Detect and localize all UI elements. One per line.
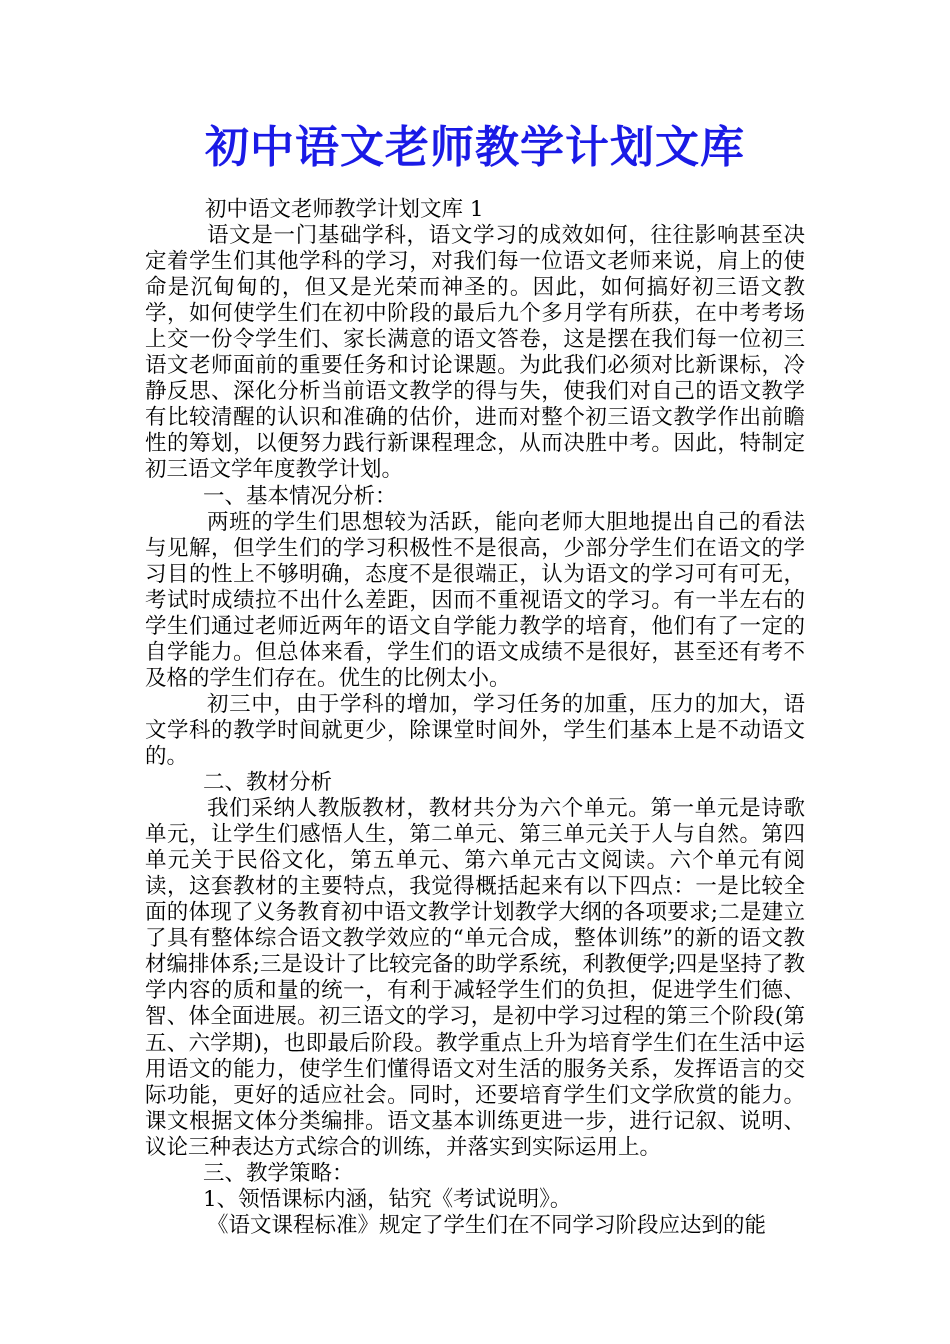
strategy-item-1: 1、领悟课标内涵，钻究《考试说明》。 <box>203 1186 572 1212</box>
document-body <box>145 197 805 1239</box>
document-subtitle: 初中语文老师教学计划文库 1 <box>205 197 484 222</box>
section-heading-situation: 一、基本情况分析： <box>203 483 397 509</box>
document-title: 初中语文老师教学计划文库 <box>205 122 745 173</box>
situation-paragraph-1: 两班的学生们思想较为活跃，能向老师大胆地提出自己的看法与见解，但学生们的学习积极性不是很高，少部分学生们在语文的学习目的性上不够明确，态度不是很端正，认为语文的学习可有可无，考试时成绩拉不出什么差距，因而不重视语文的学习。有一半左右的学生们通过老师近两年的语文自学能力教学的培育，他们有了一定的自学能力。但总体来看，学生们的语文成绩不是很好，甚至还有考不及格的学生们存在。优生的比例太小。 <box>145 509 805 691</box>
section-heading-textbook: 二、教材分析 <box>203 770 333 796</box>
textbook-paragraph: 我们采纳人教版教材，教材共分为六个单元。第一单元是诗歌单元，让学生们感悟人生，第二单元、第三单元关于人与自然。第四单元关于民俗文化，第五单元、第六单元古文阅读。六个单元有阅读，这套教材的主要特点，我觉得概括起来有以下四点：一是比较全面的体现了义务教育初中语文教学计划教学大纲的各项要求;二是建立了具有整体综合语文教学效应的“单元合成，整体训练”的新的语文教材编排体系;三是设计了比较完备的助学系统，利教便学;四是坚持了教学内容的质和量的统一，有利于减轻学生们的负担，促进学生们德、智、体全面进展。初三语文的学习，是初中学习过程的第三个阶段(第五、六学期)，也即最后阶段。教学重点上升为培育学生们在生活中运用语文的能力，使学生们懂得语文对生活的服务关系，发挥语言的交际功能，更好的适应社会。同时，还要培育学生们文学欣赏的能力。课文根据文体分类编排。语文基本训练更进一步，进行记叙、说明、议论三种表达方式综合的训练，并落实到实际运用上。 <box>145 796 805 1160</box>
section-heading-strategy: 三、教学策略： <box>203 1160 354 1186</box>
strategy-paragraph-1: 《语文课程标准》规定了学生们在不同学习阶段应达到的能 <box>207 1212 767 1238</box>
situation-paragraph-2: 初三中，由于学科的增加，学习任务的加重，压力的加大，语文学科的教学时间就更少，除课堂时间外，学生们基本上是不动语文的。 <box>145 691 805 769</box>
intro-paragraph: 语文是一门基础学科，语文学习的成效如何，往往影响甚至决定着学生们其他学科的学习，对我们每一位语文老师来说，肩上的使命是沉甸甸的，但又是光荣而神圣的。因此，如何搞好初三语文教学，如何使学生们在初中阶段的最后九个多月学有所获，在中考考场上交一份令学生们、家长满意的语文答卷，这是摆在我们每一位初三语文老师面前的重要任务和讨论课题。为此我们必须对比新课标，冷静反思、深化分析当前语文教学的得与失，使我们对自己的语文教学有比较清醒的认识和准确的估价，进而对整个初三语文教学作出前瞻性的筹划，以便努力践行新课程理念，从而决胜中考。因此，特制定初三语文学年度教学计划。 <box>145 223 805 483</box>
